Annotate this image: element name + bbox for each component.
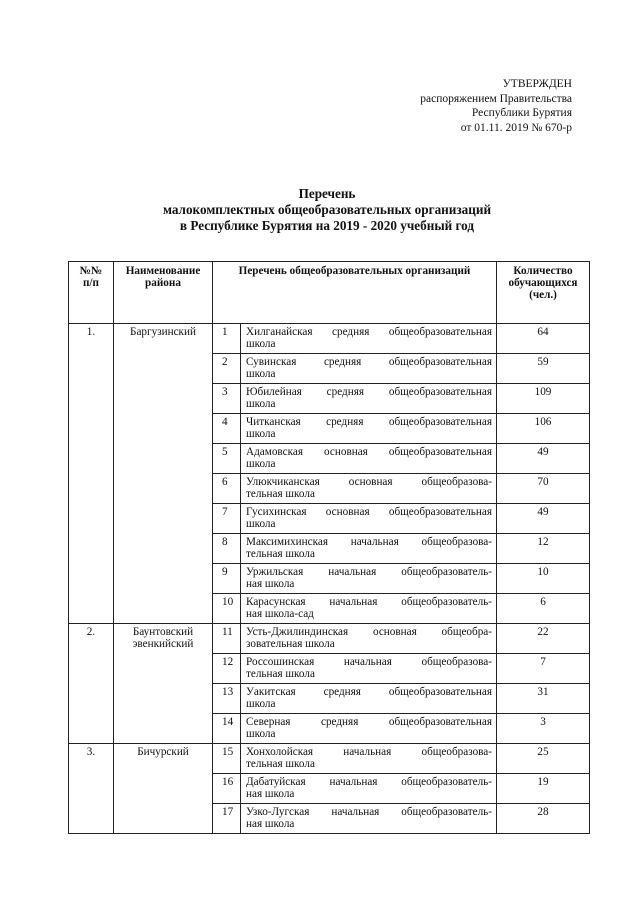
org-name: Сувинская средняя общеобразовательная школа [241,354,497,384]
org-name: Уржильская начальная общеобразователь- ная школа [241,564,497,594]
student-count: 22 [497,624,590,654]
title-line-3: в Республике Бурятия на 2019 - 2020 учебный год [179,218,475,233]
org-name: Россошинская начальная общеобразова- тельная школа [241,654,497,684]
title-line-1: Перечень [298,186,356,201]
student-count: 106 [497,414,590,444]
approval-line-2: распоряжением Правительства [420,92,572,105]
row-index: 9 [213,564,241,594]
org-name: Дабатуйская начальная общеобразователь- ная школа [241,774,497,804]
student-count: 49 [497,504,590,534]
org-name: Северная средняя общеобразовательная школа [241,714,497,744]
row-index: 8 [213,534,241,564]
org-name: Читканская средняя общеобразовательная школа [241,414,497,444]
approval-block [360,77,572,135]
header-orgs: Перечень общеобразовательных организаций [213,262,497,324]
approval-line-1: УТВЕРЖДЕН [502,78,572,90]
row-index: 5 [213,444,241,474]
approval-line-4: от 01.11. 2019 № 670-р [460,121,572,134]
table-row [69,624,590,654]
row-index: 3 [213,384,241,414]
student-count: 7 [497,654,590,684]
student-count: 70 [497,474,590,504]
district-name: Баунтовский эвенкийский [114,624,213,744]
org-name: Адамовская основная общеобразовательная школа [241,444,497,474]
student-count: 28 [497,804,590,834]
title-line-2: малокомплектных общеобразовательных организаций [162,202,492,217]
table-row [69,744,590,774]
header-num: №№ п/п [69,262,114,324]
row-index: 17 [213,804,241,834]
org-name: Узко-Лугская начальная общеобразователь- ная школа [241,804,497,834]
student-count: 109 [497,384,590,414]
org-name: Уакитская средняя общеобразовательная школа [241,684,497,714]
org-name: Гусихинская основная общеобразовательная школа [241,504,497,534]
district-name: Баргузинский [114,324,213,624]
row-index: 13 [213,684,241,714]
row-index: 11 [213,624,241,654]
student-count: 59 [497,354,590,384]
org-name: Максимихинская начальная общеобразова- тельная школа [241,534,497,564]
student-count: 31 [497,684,590,714]
student-count: 25 [497,744,590,774]
row-index: 15 [213,744,241,774]
org-name: Юбилейная средняя общеобразовательная школа [241,384,497,414]
student-count: 12 [497,534,590,564]
student-count: 49 [497,444,590,474]
district-name: Бичурский [114,744,213,834]
row-index: 4 [213,414,241,444]
org-name: Хонхолойская начальная общеобразова- тельная школа [241,744,497,774]
org-name: Усть-Джилиндинская основная общеобра- зовательная школа [241,624,497,654]
student-count: 3 [497,714,590,744]
approval-line-3: Республики Бурятия [471,107,572,120]
student-count: 10 [497,564,590,594]
student-count: 64 [497,324,590,354]
row-index: 12 [213,654,241,684]
student-count: 6 [497,594,590,624]
header-district: Наименование района [114,262,213,324]
district-num: 3. [69,744,114,834]
org-name: Карасунская начальная общеобразователь- ная школа-сад [241,594,497,624]
district-num: 2. [69,624,114,744]
row-index: 7 [213,504,241,534]
district-num: 1. [69,324,114,624]
schools-table [68,261,590,834]
org-name: Хилганайская средняя общеобразовательная школа [241,324,497,354]
table-header-row [69,262,590,324]
student-count: 19 [497,774,590,804]
row-index: 1 [213,324,241,354]
document-title [60,186,594,234]
table-row [69,324,590,354]
row-index: 16 [213,774,241,804]
row-index: 14 [213,714,241,744]
row-index: 2 [213,354,241,384]
row-index: 6 [213,474,241,504]
org-name: Улюкчиканская основная общеобразова- тельная школа [241,474,497,504]
header-count: Количество обучающихся (чел.) [497,262,590,324]
row-index: 10 [213,594,241,624]
